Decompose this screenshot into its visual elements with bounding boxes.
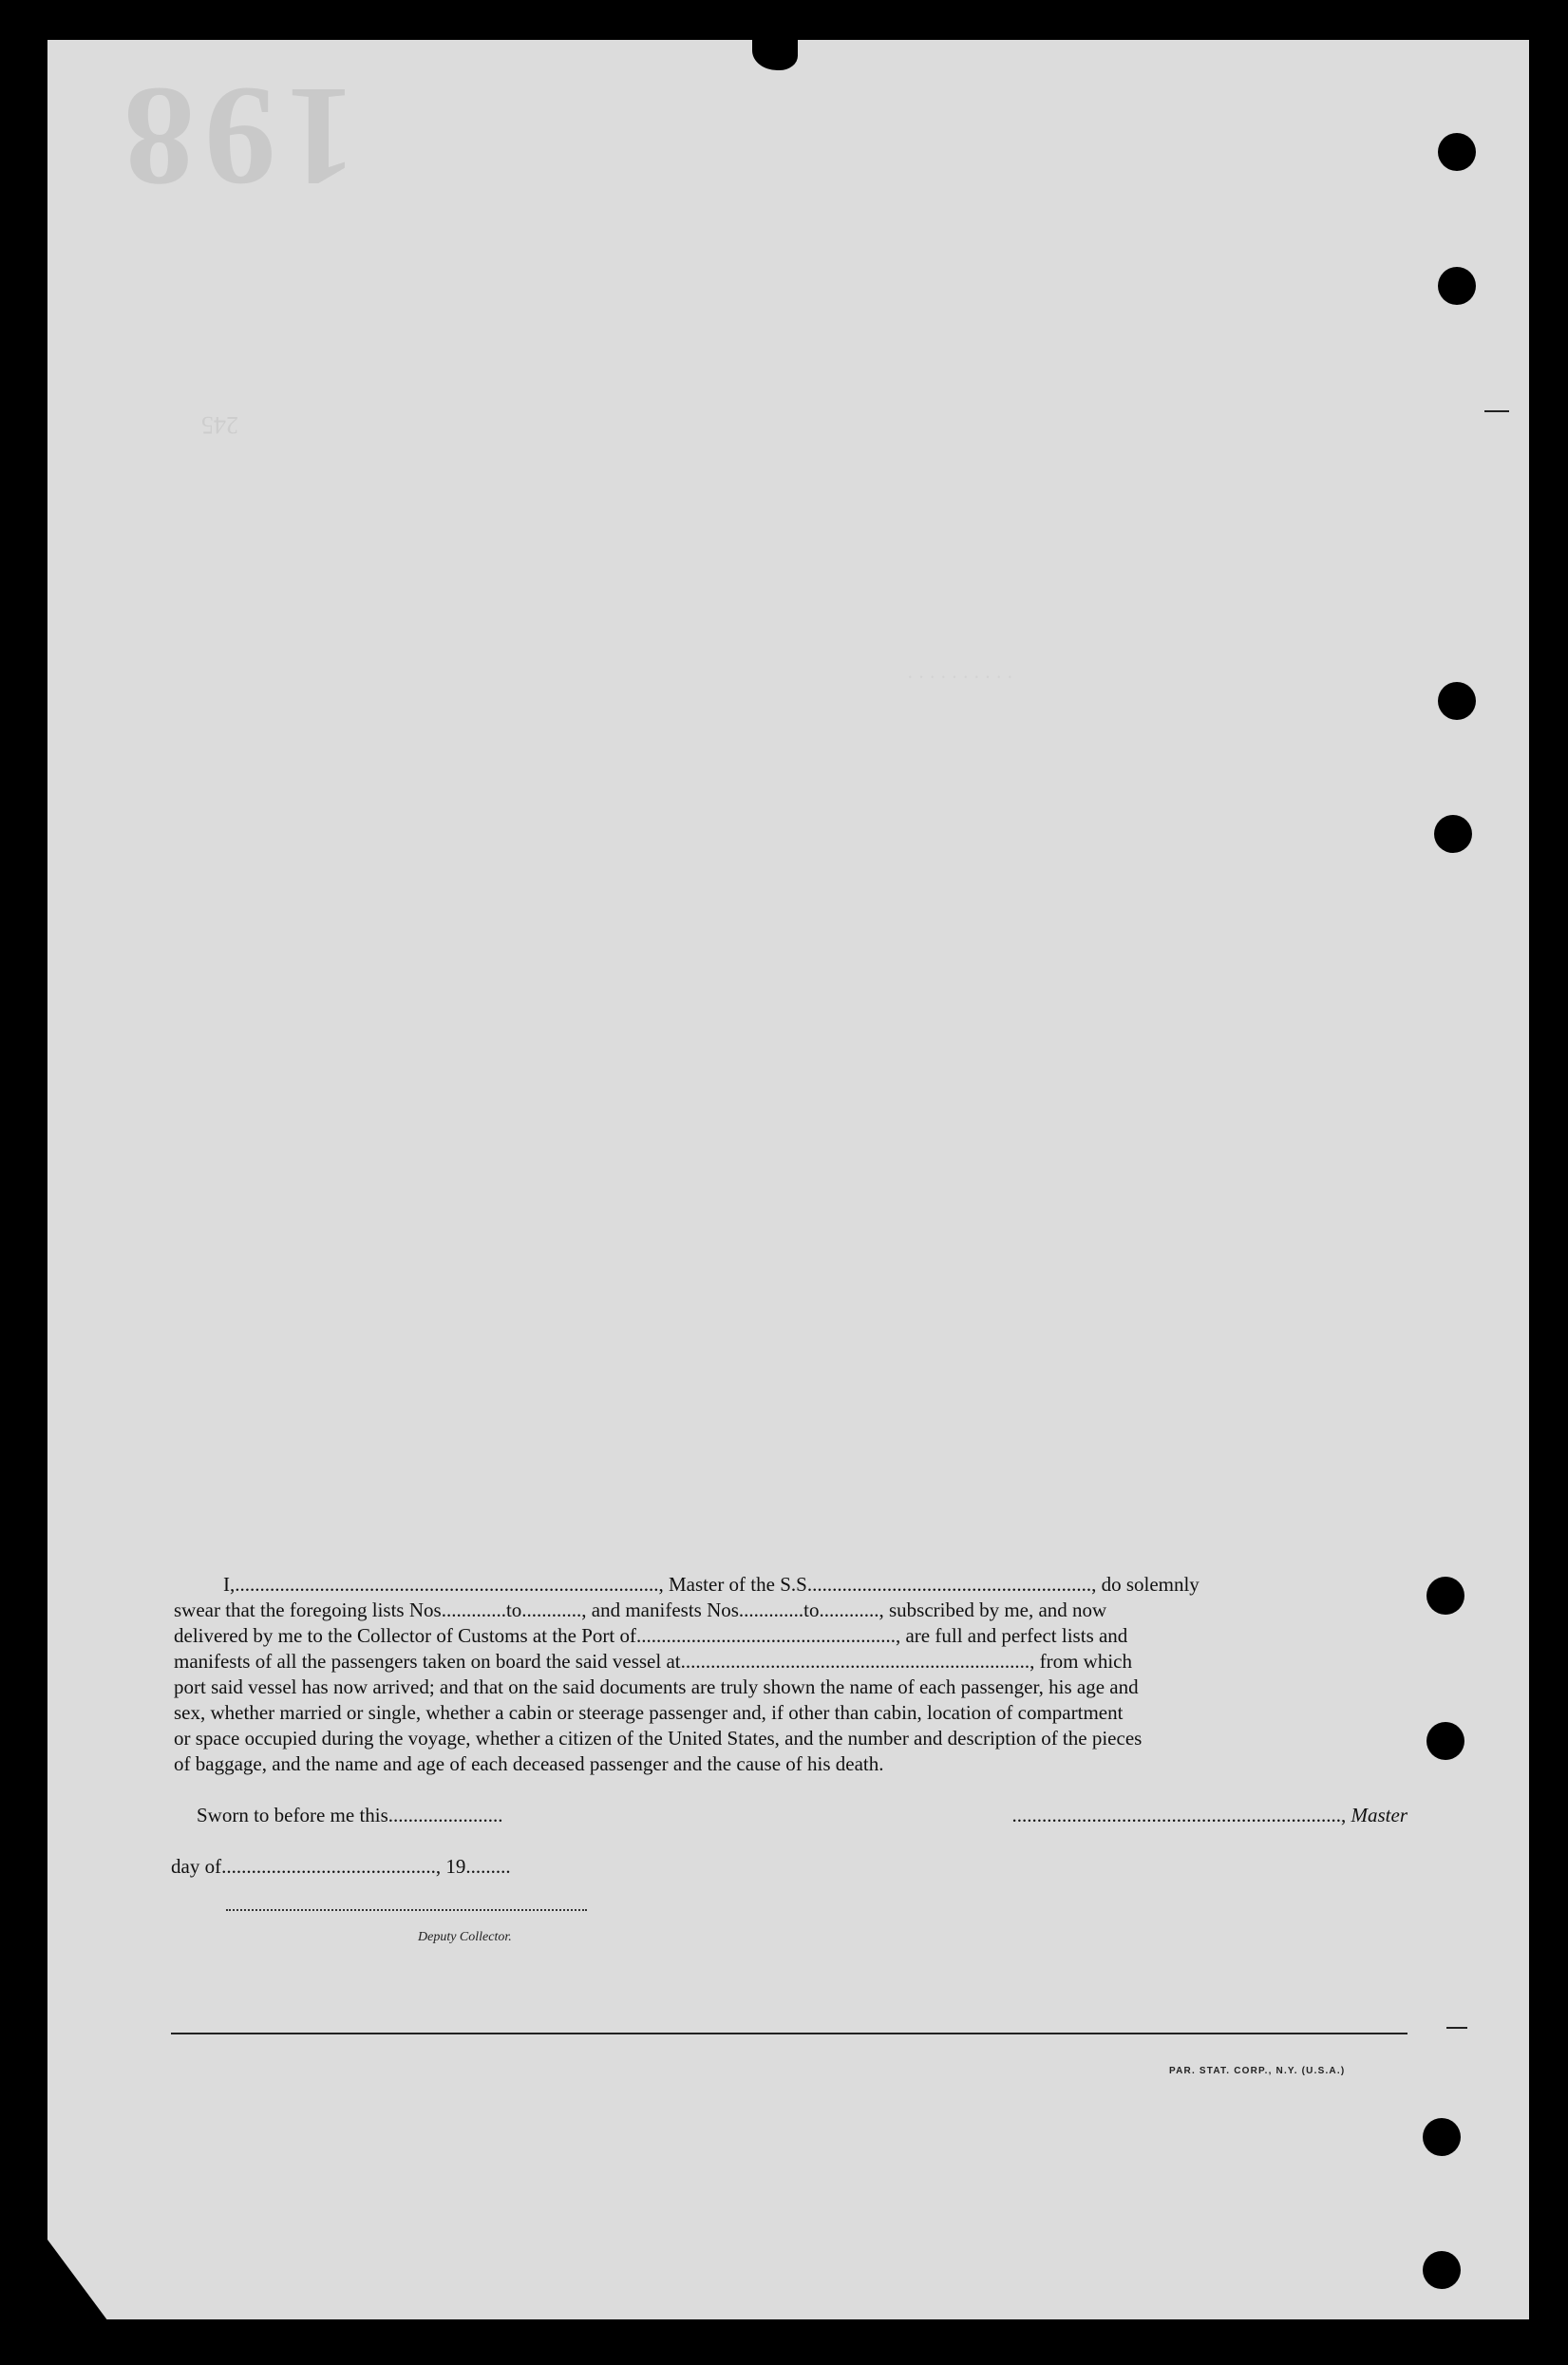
date-field: day of..........................................., 19......... [171,1855,511,1878]
oath-line: delivered by me to the Collector of Customs at the Port of...................................................., are full and perfect lists and [174,1624,1128,1647]
punch-hole-icon [1438,267,1476,305]
oath-line: or space occupied during the voyage, whether a citizen of the United States, and the number and description of the pieces [174,1727,1143,1750]
document-page [47,40,1529,2319]
punch-hole-icon [1438,682,1476,720]
bleed-through-small-number: 245 [201,411,238,439]
oath-line: of baggage, and the name and age of each deceased passenger and the cause of his death. [174,1752,884,1775]
master-signature-field [904,1804,1407,1827]
sworn-before-field: Sworn to before me this....................... [197,1804,503,1826]
punch-hole-icon [1438,133,1476,171]
punch-hole-icon [1434,815,1472,853]
master-label: Master [1351,1804,1407,1826]
oath-paragraph [174,1572,1408,1777]
oath-line: manifests of all the passengers taken on board the said vessel at......................................................................, from which [174,1650,1132,1673]
oath-line: swear that the foregoing lists Nos.............to............, and manifests Nos.............to............, subscribed by me, and now [174,1599,1107,1621]
oath-line: port said vessel has now arrived; and that on the said documents are truly shown the name of each passenger, his age and [174,1675,1139,1698]
footer-rule [171,2033,1407,2034]
edge-mark [1484,410,1509,412]
bleed-through-page-number: 198 [114,58,356,216]
deputy-collector-label: Deputy Collector. [418,1930,512,1944]
bleed-through-text: · · · · · · · · · · [907,666,1013,687]
punch-hole-icon [1426,1577,1464,1615]
oath-line: sex, whether married or single, whether a cabin or steerage passenger and, if other than cabin, location of compartment [174,1701,1124,1724]
punch-hole-icon [1423,2251,1461,2289]
deputy-signature-line [226,1909,587,1911]
punch-hole-icon [1423,2118,1461,2156]
oath-line: I,....................................................................................., Master of the S.S........................................................., do solemnly [223,1573,1200,1596]
printer-imprint: PAR. STAT. CORP., N.Y. (U.S.A.) [1169,2066,1346,2076]
punch-hole-icon [1426,1722,1464,1760]
master-signature-line: .................................................................., [1011,1804,1351,1826]
edge-mark [1446,2027,1467,2029]
